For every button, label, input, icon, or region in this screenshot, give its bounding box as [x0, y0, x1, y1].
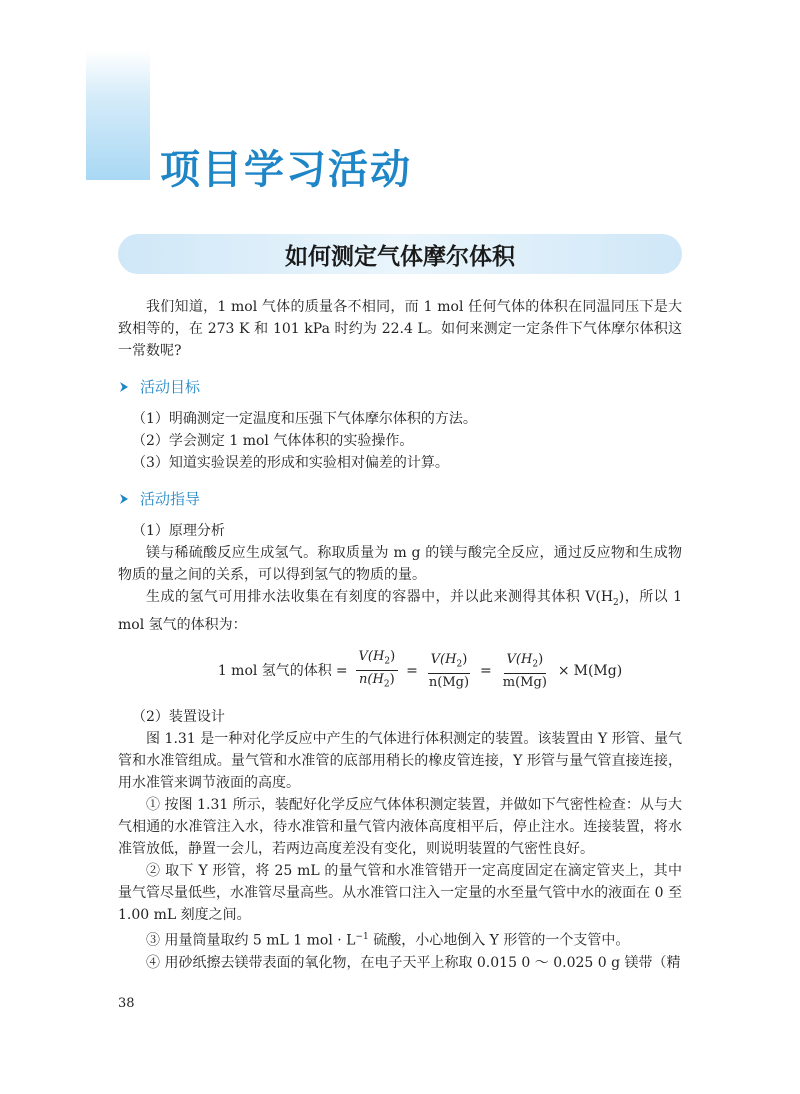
objective-item: （3）知道实验误差的形成和实验相对偏差的计算。 — [132, 455, 449, 471]
objective-item: （1）明确测定一定温度和压强下气体摩尔体积的方法。 — [132, 411, 477, 427]
design-paragraph: 图 1.31 是一种对化学反应中产生的气体进行体积测定的装置。该装置由 Y 形管、量气管和水准管组成。量气管和水准管的底部用稍长的橡皮管连接，Y 形管与量气管直接连接，用水准管来调节液面的高度。 — [118, 730, 682, 791]
guide-heading-label: 活动指导 — [140, 490, 201, 508]
molar-volume-formula: 1 mol 氢气的体积 = $\frac{V(H_2)}{n(H_2)}$ = $\frac{V(H_2)}{n(Mg)}$ = $\frac{V(H_2)}{m(Mg)}$ × M(Mg) — [158, 648, 682, 694]
step-4: ④ 用砂纸擦去镁带表面的氧化物，在电子天平上称取 0.015 0 ～ 0.025 0 g 镁带（精 — [146, 954, 681, 971]
principle-paragraph: 镁与稀硫酸反应生成氢气。称取质量为 m g 的镁与酸完全反应，通过反应物和生成物物质的量之间的关系，可以得到氢气的物质的量。 — [118, 545, 682, 583]
chevron-right-icon — [118, 493, 130, 505]
title-decoration-block — [86, 50, 150, 180]
formula-label: 1 mol 氢气的体积 — [217, 662, 332, 679]
page-title: 项目学习活动 — [160, 147, 412, 193]
chevron-right-icon — [118, 381, 130, 393]
objectives-heading-label: 活动目标 — [140, 378, 201, 396]
formula-tail: M(Mg) — [573, 662, 623, 679]
fraction-3: $\frac{V(H_2)}{m(Mg)}$ — [502, 651, 547, 691]
step-2: ② 取下 Y 形管，将 25 mL 的量气管和水准管错开一定高度固定在滴定管夹上，其中量气管尽量低些，水准管尽量高些。从水准管口注入一定量的水至量气管中水的液面在 0 至 1.00 mL 刻度之间。 — [118, 862, 682, 923]
page-number: 38 — [118, 996, 135, 1011]
step-3: ③ 用量筒量取约 5 mL 1 mol · $L^{-1}$ 硫酸，小心地倒入 Y 形管的一个支管中。 — [146, 931, 630, 949]
activity-title: 如何测定气体摩尔体积 — [285, 243, 515, 270]
principle-label: （1）原理分析 — [132, 523, 225, 539]
design-label: （2）装置设计 — [132, 708, 225, 725]
principle-paragraph-2: 生成的氢气可用排水法收集在有刻度的容器中，并以此来测得其体积 $V(H_2)$，所以 1 mol 氢气的体积为： — [118, 589, 682, 633]
content-body — [118, 296, 682, 974]
activity-banner — [118, 234, 682, 274]
guide-heading — [118, 488, 682, 510]
fraction-1: $\frac{V(H_2)}{n(H_2)}$ — [356, 648, 399, 694]
step-1: ① 按图 1.31 所示，装配好化学反应气体体积测定装置，并做如下气密性检查：从与大气相通的水准管注入水，待水准管和量气管内液体高度相平后，停止注水。连接装置，将水准管放低，静置一会儿，若两边高度差没有变化，则说明装置的气密性良好。 — [118, 796, 682, 857]
objectives-heading — [118, 376, 682, 398]
fraction-2: $\frac{V(H_2)}{n(Mg)}$ — [428, 651, 470, 691]
intro-paragraph: 我们知道，1 mol 气体的质量各不相同，而 1 mol 任何气体的体积在同温同压下是大致相等的，在 273 K 和 101 kPa 时约为 22.4 L。如何来测定一定条件下气体摩尔体积这一常数呢? — [118, 299, 682, 359]
objective-item: （2）学会测定 1 mol 气体体积的实验操作。 — [132, 433, 414, 449]
